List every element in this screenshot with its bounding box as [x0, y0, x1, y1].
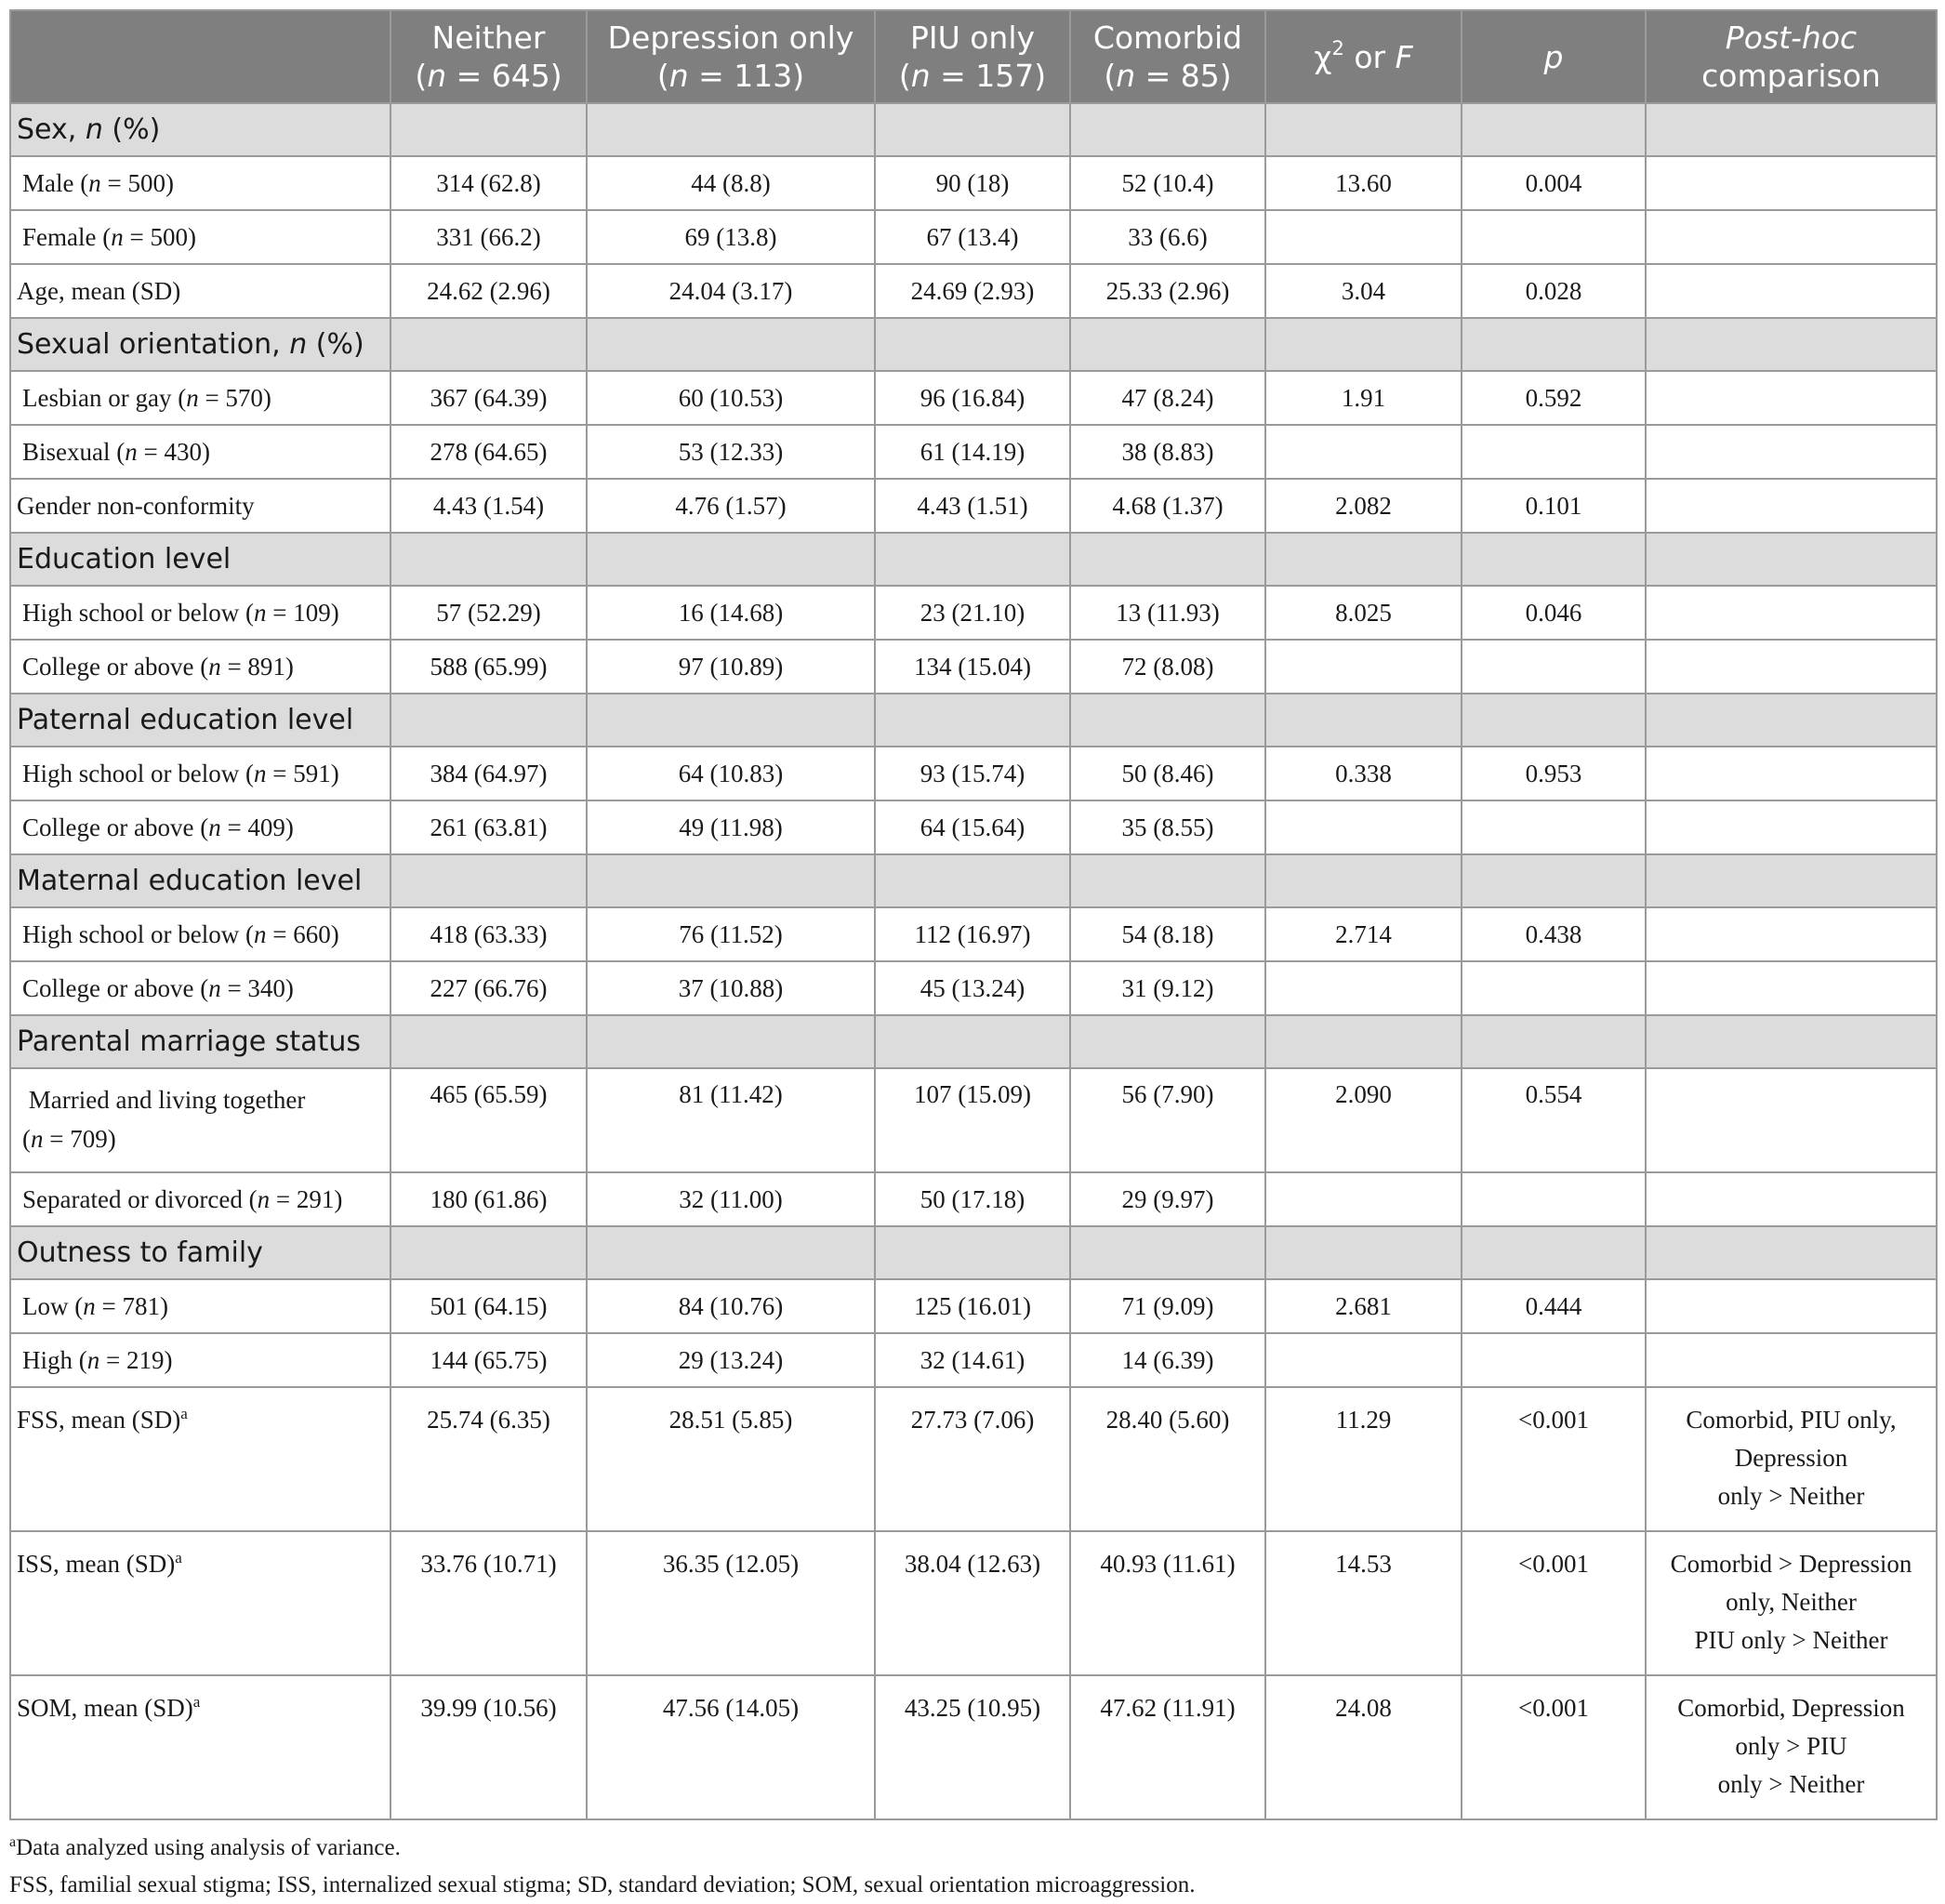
- cell-piu: 23 (21.10): [875, 586, 1070, 640]
- cell-comorbid: 13 (11.93): [1070, 586, 1265, 640]
- cell-stat: [1265, 640, 1462, 694]
- cell-posthoc: [1646, 907, 1937, 961]
- cell-piu: 96 (16.84): [875, 371, 1070, 425]
- cell-depression: 49 (11.98): [587, 800, 875, 854]
- cell-piu: 93 (15.74): [875, 747, 1070, 800]
- cell-depression: 29 (13.24): [587, 1333, 875, 1387]
- cell-posthoc: [1646, 961, 1937, 1015]
- cell-stat: 14.53: [1265, 1531, 1462, 1675]
- row-label: College or above (n = 340): [10, 961, 390, 1015]
- cell-posthoc: [1646, 264, 1937, 318]
- table-row: [10, 640, 1937, 694]
- cell-comorbid: 54 (8.18): [1070, 907, 1265, 961]
- cell-p: 0.028: [1462, 264, 1646, 318]
- section-label: Education level: [10, 533, 390, 586]
- cell-piu: 27.73 (7.06): [875, 1387, 1070, 1531]
- header-posthoc: Post-hoc comparison: [1646, 10, 1937, 103]
- cell-piu: 61 (14.19): [875, 425, 1070, 479]
- row-label: High (n = 219): [10, 1333, 390, 1387]
- cell-p: [1462, 425, 1646, 479]
- cell-piu: 107 (15.09): [875, 1068, 1070, 1172]
- row-label: Age, mean (SD): [10, 264, 390, 318]
- cell-depression: 44 (8.8): [587, 156, 875, 210]
- cell-stat: 2.090: [1265, 1068, 1462, 1172]
- cell-stat: 2.714: [1265, 907, 1462, 961]
- cell-neither: 144 (65.75): [390, 1333, 587, 1387]
- header-p: p: [1462, 10, 1646, 103]
- table-row: [10, 1333, 1937, 1387]
- section-sexual-orientation: [10, 318, 1937, 371]
- cell-neither: 418 (63.33): [390, 907, 587, 961]
- cell-neither: 331 (66.2): [390, 210, 587, 264]
- cell-stat: [1265, 210, 1462, 264]
- cell-comorbid: 38 (8.83): [1070, 425, 1265, 479]
- cell-piu: 43.25 (10.95): [875, 1675, 1070, 1819]
- table-row: [10, 264, 1937, 318]
- cell-stat: 11.29: [1265, 1387, 1462, 1531]
- row-label: High school or below (n = 591): [10, 747, 390, 800]
- cell-depression: 37 (10.88): [587, 961, 875, 1015]
- header-depression-only: Depression only (n = 113): [587, 10, 875, 103]
- table-row: [10, 800, 1937, 854]
- section-outness: [10, 1226, 1937, 1279]
- cell-p: <0.001: [1462, 1387, 1646, 1531]
- table-row: [10, 1675, 1937, 1819]
- cell-comorbid: 29 (9.97): [1070, 1172, 1265, 1226]
- cell-stat: 13.60: [1265, 156, 1462, 210]
- cell-p: 0.953: [1462, 747, 1646, 800]
- cell-p: 0.592: [1462, 371, 1646, 425]
- cell-posthoc: [1646, 1333, 1937, 1387]
- cell-depression: 81 (11.42): [587, 1068, 875, 1172]
- cell-stat: 2.681: [1265, 1279, 1462, 1333]
- table-row: [10, 1279, 1937, 1333]
- row-label: Separated or divorced (n = 291): [10, 1172, 390, 1226]
- table-container: [9, 9, 1936, 1904]
- cell-depression: 69 (13.8): [587, 210, 875, 264]
- cell-depression: 4.76 (1.57): [587, 479, 875, 533]
- section-paternal-education: [10, 694, 1937, 747]
- cell-depression: 97 (10.89): [587, 640, 875, 694]
- cell-depression: 36.35 (12.05): [587, 1531, 875, 1675]
- cell-comorbid: 47.62 (11.91): [1070, 1675, 1265, 1819]
- cell-p: 0.046: [1462, 586, 1646, 640]
- row-label: Male (n = 500): [10, 156, 390, 210]
- cell-piu: 50 (17.18): [875, 1172, 1070, 1226]
- header-row: [10, 10, 1937, 103]
- cell-posthoc: [1646, 479, 1937, 533]
- cell-depression: 47.56 (14.05): [587, 1675, 875, 1819]
- cell-p: 0.004: [1462, 156, 1646, 210]
- cell-stat: 2.082: [1265, 479, 1462, 533]
- cell-neither: 39.99 (10.56): [390, 1675, 587, 1819]
- cell-piu: 38.04 (12.63): [875, 1531, 1070, 1675]
- table-row: [10, 425, 1937, 479]
- table-row: [10, 1172, 1937, 1226]
- row-label: FSS, mean (SD)$^a$: [10, 1387, 390, 1531]
- cell-p: [1462, 800, 1646, 854]
- row-label: High school or below (n = 109): [10, 586, 390, 640]
- table-row: [10, 961, 1937, 1015]
- cell-depression: 28.51 (5.85): [587, 1387, 875, 1531]
- cell-p: <0.001: [1462, 1531, 1646, 1675]
- cell-posthoc: [1646, 1172, 1937, 1226]
- cell-p: [1462, 210, 1646, 264]
- cell-p: 0.554: [1462, 1068, 1646, 1172]
- cell-piu: 64 (15.64): [875, 800, 1070, 854]
- cell-stat: [1265, 1333, 1462, 1387]
- cell-stat: 24.08: [1265, 1675, 1462, 1819]
- cell-comorbid: 31 (9.12): [1070, 961, 1265, 1015]
- cell-piu: 112 (16.97): [875, 907, 1070, 961]
- cell-comorbid: 72 (8.08): [1070, 640, 1265, 694]
- cell-stat: [1265, 425, 1462, 479]
- section-label: Parental marriage status: [10, 1015, 390, 1068]
- cell-depression: 60 (10.53): [587, 371, 875, 425]
- cell-piu: 4.43 (1.51): [875, 479, 1070, 533]
- cell-comorbid: 28.40 (5.60): [1070, 1387, 1265, 1531]
- footnote-a: $^a$Data analyzed using analysis of variance.: [9, 1834, 401, 1860]
- cell-p: <0.001: [1462, 1675, 1646, 1819]
- table-row: [10, 479, 1937, 533]
- cell-posthoc: [1646, 156, 1937, 210]
- cell-depression: 84 (10.76): [587, 1279, 875, 1333]
- cell-piu: 134 (15.04): [875, 640, 1070, 694]
- header-piu-only: PIU only (n = 157): [875, 10, 1070, 103]
- cell-stat: 1.91: [1265, 371, 1462, 425]
- cell-stat: [1265, 961, 1462, 1015]
- header-comorbid: Comorbid (n = 85): [1070, 10, 1265, 103]
- cell-neither: 384 (64.97): [390, 747, 587, 800]
- cell-posthoc: [1646, 800, 1937, 854]
- cell-neither: 180 (61.86): [390, 1172, 587, 1226]
- section-education-level: [10, 533, 1937, 586]
- cell-stat: [1265, 800, 1462, 854]
- demographics-table: [9, 9, 1938, 1820]
- cell-comorbid: 52 (10.4): [1070, 156, 1265, 210]
- table-row: [10, 907, 1937, 961]
- cell-stat: [1265, 1172, 1462, 1226]
- cell-posthoc: Comorbid > Depression only, Neither PIU only > Neither: [1646, 1531, 1937, 1675]
- cell-p: 0.101: [1462, 479, 1646, 533]
- table-footnotes: [9, 1830, 1936, 1904]
- cell-piu: 45 (13.24): [875, 961, 1070, 1015]
- cell-p: 0.444: [1462, 1279, 1646, 1333]
- row-label: Gender non-conformity: [10, 479, 390, 533]
- section-sex: [10, 103, 1937, 156]
- section-label: Paternal education level: [10, 694, 390, 747]
- cell-neither: 314 (62.8): [390, 156, 587, 210]
- header-neither: Neither (n = 645): [390, 10, 587, 103]
- row-label: Low (n = 781): [10, 1279, 390, 1333]
- cell-p: [1462, 1333, 1646, 1387]
- table-row: [10, 210, 1937, 264]
- cell-stat: 8.025: [1265, 586, 1462, 640]
- row-label: High school or below (n = 660): [10, 907, 390, 961]
- table-row: [10, 371, 1937, 425]
- section-label: Outness to family: [10, 1226, 390, 1279]
- cell-comorbid: 56 (7.90): [1070, 1068, 1265, 1172]
- cell-stat: 0.338: [1265, 747, 1462, 800]
- header-stat: $\chi^2$ or F: [1265, 10, 1462, 103]
- cell-neither: 25.74 (6.35): [390, 1387, 587, 1531]
- cell-comorbid: 4.68 (1.37): [1070, 479, 1265, 533]
- cell-posthoc: [1646, 586, 1937, 640]
- cell-neither: 4.43 (1.54): [390, 479, 587, 533]
- cell-depression: 76 (11.52): [587, 907, 875, 961]
- cell-comorbid: 50 (8.46): [1070, 747, 1265, 800]
- row-label: College or above (n = 409): [10, 800, 390, 854]
- cell-depression: 32 (11.00): [587, 1172, 875, 1226]
- cell-piu: 24.69 (2.93): [875, 264, 1070, 318]
- cell-comorbid: 25.33 (2.96): [1070, 264, 1265, 318]
- cell-depression: 53 (12.33): [587, 425, 875, 479]
- cell-depression: 16 (14.68): [587, 586, 875, 640]
- cell-p: [1462, 961, 1646, 1015]
- cell-depression: 64 (10.83): [587, 747, 875, 800]
- section-parental-marriage: [10, 1015, 1937, 1068]
- cell-neither: 227 (66.76): [390, 961, 587, 1015]
- cell-comorbid: 71 (9.09): [1070, 1279, 1265, 1333]
- cell-comorbid: 47 (8.24): [1070, 371, 1265, 425]
- cell-posthoc: [1646, 210, 1937, 264]
- cell-neither: 465 (65.59): [390, 1068, 587, 1172]
- cell-piu: 67 (13.4): [875, 210, 1070, 264]
- section-label: Sexual orientation, n (%): [10, 318, 390, 371]
- footnote-abbreviations: FSS, familial sexual stigma; ISS, internalized sexual stigma; SD, standard deviation; SOM, sexual orientation microaggression.: [9, 1872, 1196, 1897]
- cell-depression: 24.04 (3.17): [587, 264, 875, 318]
- row-label: ISS, mean (SD)$^a$: [10, 1531, 390, 1675]
- header-empty: [10, 10, 390, 103]
- cell-comorbid: 35 (8.55): [1070, 800, 1265, 854]
- section-label: Maternal education level: [10, 854, 390, 907]
- row-label: College or above (n = 891): [10, 640, 390, 694]
- table-row: [10, 1068, 1937, 1172]
- table-row: [10, 747, 1937, 800]
- section-maternal-education: [10, 854, 1937, 907]
- cell-posthoc: [1646, 640, 1937, 694]
- row-label: Lesbian or gay (n = 570): [10, 371, 390, 425]
- cell-p: [1462, 640, 1646, 694]
- cell-neither: 588 (65.99): [390, 640, 587, 694]
- row-label: Married and living together (n = 709): [10, 1068, 390, 1172]
- cell-posthoc: [1646, 747, 1937, 800]
- cell-neither: 24.62 (2.96): [390, 264, 587, 318]
- cell-stat: 3.04: [1265, 264, 1462, 318]
- cell-neither: 501 (64.15): [390, 1279, 587, 1333]
- cell-piu: 32 (14.61): [875, 1333, 1070, 1387]
- table-row: [10, 1531, 1937, 1675]
- cell-comorbid: 40.93 (11.61): [1070, 1531, 1265, 1675]
- cell-comorbid: 14 (6.39): [1070, 1333, 1265, 1387]
- cell-posthoc: Comorbid, Depression only > PIU only > Neither: [1646, 1675, 1937, 1819]
- table-row: [10, 156, 1937, 210]
- row-label: Female (n = 500): [10, 210, 390, 264]
- cell-posthoc: [1646, 425, 1937, 479]
- row-label: SOM, mean (SD)$^a$: [10, 1675, 390, 1819]
- cell-posthoc: [1646, 1279, 1937, 1333]
- table-row: [10, 1387, 1937, 1531]
- section-label: Sex, n (%): [10, 103, 390, 156]
- row-label: Bisexual (n = 430): [10, 425, 390, 479]
- cell-posthoc: [1646, 1068, 1937, 1172]
- table-row: [10, 586, 1937, 640]
- cell-neither: 278 (64.65): [390, 425, 587, 479]
- cell-piu: 90 (18): [875, 156, 1070, 210]
- cell-neither: 57 (52.29): [390, 586, 587, 640]
- cell-posthoc: Comorbid, PIU only, Depression only > Neither: [1646, 1387, 1937, 1531]
- cell-piu: 125 (16.01): [875, 1279, 1070, 1333]
- cell-neither: 33.76 (10.71): [390, 1531, 587, 1675]
- cell-comorbid: 33 (6.6): [1070, 210, 1265, 264]
- cell-neither: 261 (63.81): [390, 800, 587, 854]
- cell-p: 0.438: [1462, 907, 1646, 961]
- cell-p: [1462, 1172, 1646, 1226]
- cell-posthoc: [1646, 371, 1937, 425]
- cell-neither: 367 (64.39): [390, 371, 587, 425]
